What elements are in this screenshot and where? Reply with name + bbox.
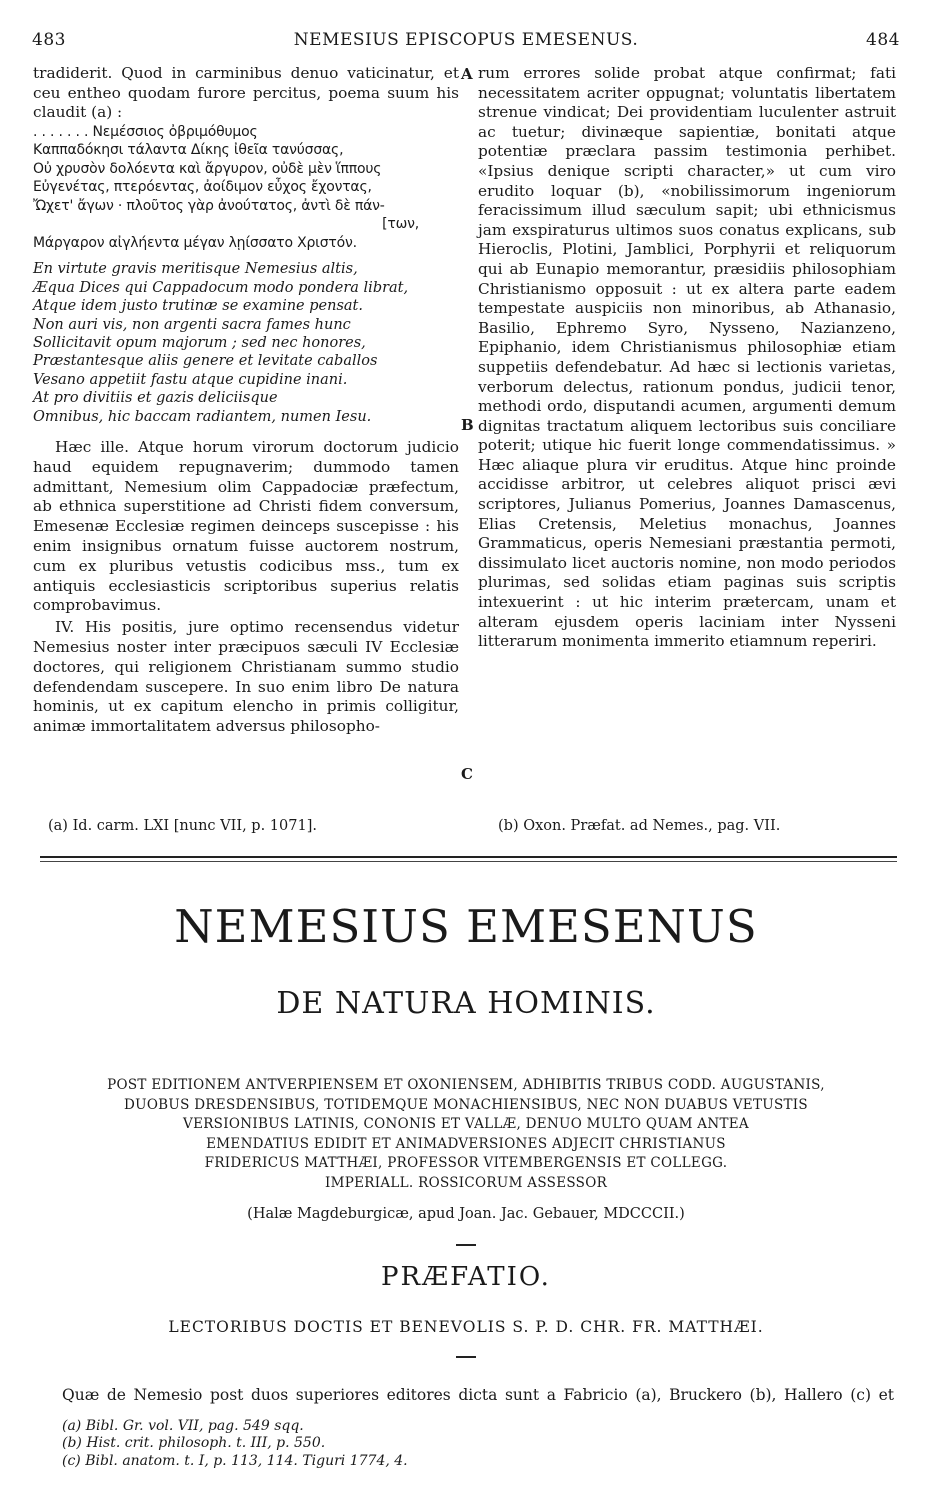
footnote-line: (a) Bibl. Gr. vol. VII, pag. 549 sqq. bbox=[62, 1418, 304, 1434]
description-line: DUOBUS DRESDENSIBUS, TOTIDEMQUE MONACHIENSIBUS, NEC NON DUABUS VETUSTIS bbox=[124, 1096, 808, 1113]
praefatio-heading: PRÆFATIO. bbox=[381, 1262, 551, 1292]
greek-line: Οὐ χρυσὸν δολόεντα καὶ ἄργυρον, οὐδὲ μὲν ἵππους bbox=[33, 160, 382, 177]
greek-line: Ὤχετ' ἄγων · πλοῦτος γὰρ ἀνούτατος, ἀντὶ δὲ πάν- bbox=[33, 197, 385, 214]
footnote-line: (c) Bibl. anatom. t. I, p. 113, 114. Tiguri 1774, 4. bbox=[62, 1452, 408, 1469]
praefatio-first-line: Quæ de Nemesio post duos superiores editores dicta sunt a Fabricio (a), Bruckero (b), Hallero (c) et bbox=[62, 1386, 894, 1404]
latin-line: Non auri vis, non argenti sacra fames hunc bbox=[33, 316, 351, 333]
praefatio-salutation: LECTORIBUS DOCTIS ET BENEVOLIS S. P. D. CHR. FR. MATTHÆI. bbox=[168, 1318, 764, 1336]
left-column bbox=[33, 64, 459, 737]
description-line: POST EDITIONEM ANTVERPIENSEM ET OXONIENSEM, ADHIBITIS TRIBUS CODD. AUGUSTANIS, bbox=[107, 1077, 825, 1093]
left-paragraph-2: IV. His positis, jure optimo recensendus videtur Nemesius noster inter præcipuos sæculi IV Ecclesiæ doctores, qui religionem Christianam summo studio defendendam suscepere. In suo enim libro De natura hominis, ut ex capitum elencho in primis colligitur, animæ immortalitatem adversus philosopho- bbox=[33, 618, 459, 736]
section-rule-thick bbox=[40, 856, 897, 858]
latin-line: Omnibus, hic baccam radiantem, numen Iesu. bbox=[33, 408, 372, 425]
left-footnote: (a) Id. carm. LXI [nunc VII, p. 1071]. bbox=[48, 818, 317, 834]
latin-line: Vesano appetiit fastu atque cupidine inani. bbox=[33, 371, 348, 388]
separator-dash bbox=[456, 1356, 476, 1358]
latin-line: Sollicitavit opum majorum ; sed nec honores, bbox=[33, 334, 366, 351]
description-line: EMENDATIUS EDIDIT ET ANIMADVERSIONES ADJECIT CHRISTIANUS bbox=[206, 1135, 726, 1152]
latin-line: En virtute gravis meritisque Nemesius altis, bbox=[33, 261, 358, 278]
left-intro-text: tradiderit. Quod in carminibus denuo vaticinatur, et ceu entheo quodam furore percitus, poema suum his claudit (a) : bbox=[33, 64, 459, 122]
greek-line: Εὐγενέτας, πτερόεντας, ἀοίδιμον εὖχος ἔχοντας, bbox=[33, 179, 372, 196]
latin-verse bbox=[33, 260, 459, 426]
margin-letter-b: B bbox=[461, 416, 474, 434]
page-number-left: 483 bbox=[32, 30, 66, 50]
right-column-text: rum errores solide probat atque confirmat; fati necessitatem acriter oppugnat; voluntatis libertatem strenue vindicat; Dei providentiam luculenter astruit ac tuetur; divinæque sapientiæ, bonitati atque potentiæ præclara passim testimonia perhibet. «Ipsius denique scripti character,» ut cum viro erudito loquar (b), «nobilissimorum ingeniorum feracissimum illud sæculum sapit; ubi ethnicismus jam exspiraturus ultimos suos conatus explicans, sub Hieroclis, Plotini, Jamblici, Porphyrii et reliquorum qui ab Eunapio memorantur, præsidiis philosophiam Christianismo opposuit : ut ex altera parte eadem tempestate auspiciis non minoribus, ab Athanasio, Basilio, Ephremo Syro, Nysseno, Nazianzeno, Epiphanio, idem Christianismus philosophiæ etiam suppetiis defendebatur. Ad hæc si lectionis varietas, verborum delectus, rationum pondus, judicii tenor, methodi ordo, disputandi acumen, argumenti demum dignitas tractatum aliquem lectoribus suis conciliare poterit; utique hic fuerit longe commendatissimus. » Hæc aliaque plura vir eruditus. Atque hinc proinde accidisse arbitror, ut celebres aliquot prisci ævi scriptores, Julianus Pomerius, Joannes Damascenus, Elias Cretensis, Meletius monachus, Joannes Grammaticus, operis Nemesiani præstantia permoti, dissimulato licet auctoris nomine, non modo periodos plurimas, sed solidas etiam paginas suis scriptis intexuerint : ut hic interim prætercam, unam et alteram ejusdem operis laciniam inter Nysseni litterarum monimenta immerito etiamnum reperiri. bbox=[478, 64, 896, 651]
greek-verse bbox=[33, 123, 459, 253]
description-line: IMPERIALL. ROSSICORUM ASSESSOR bbox=[324, 1174, 608, 1191]
work-title: NEMESIUS EMESENUS bbox=[174, 900, 758, 953]
section-rule-thin bbox=[40, 861, 897, 862]
running-header bbox=[32, 30, 900, 54]
margin-letter-c: C bbox=[461, 765, 473, 783]
latin-line: Præstantesque aliis genere et levitate caballos bbox=[33, 353, 378, 370]
imprint: (Halæ Magdeburgicæ, apud Joan. Jac. Gebauer, MDCCCII.) bbox=[247, 1206, 685, 1222]
greek-line: [των, bbox=[382, 216, 419, 233]
greek-line: Καππαδόκησι τάλαντα Δίκης ἰθεῖα τανύσσας, bbox=[33, 142, 344, 159]
footnote-line: (b) Hist. crit. philosoph. t. III, p. 550. bbox=[62, 1435, 326, 1452]
separator-dash bbox=[456, 1244, 476, 1246]
running-title: NEMESIUS EPISCOPUS EMESENUS. bbox=[293, 30, 639, 50]
description-line: VERSIONIBUS LATINIS, CONONIS ET VALLÆ, DENUO MULTO QUAM ANTEA bbox=[183, 1116, 749, 1133]
greek-line: Μάργαρον αἰγλήεντα μέγαν λῃίσσατο Χριστόν. bbox=[33, 234, 357, 251]
latin-line: At pro divitiis et gazis deliciisque bbox=[33, 390, 278, 407]
margin-letter-a: A bbox=[461, 65, 473, 83]
page-number-right: 484 bbox=[866, 30, 900, 50]
greek-line: . . . . . . . Νεμέσσιος ὀβριμόθυμος bbox=[33, 123, 258, 140]
left-paragraph-1: Hæc ille. Atque horum virorum doctorum judicio haud equidem repugnaverim; dummodo tamen admittant, Nemesium olim Cappadociæ præfectum, ab ethnica superstitione ad Christi fidem conversum, Emesenæ Ecclesiæ regimen deinceps suscepisse : his enim insignibus ornatum fuisse auctorem nostrum, cum ex pluribus vetustis codicibus mss., tum ex antiquis ecclesiasticis scriptoribus superius relatis comprobavimus. bbox=[33, 437, 459, 615]
right-footnote: (b) Oxon. Præfat. ad Nemes., pag. VII. bbox=[498, 818, 781, 834]
latin-line: Atque idem justo trutinæ se examine pensat. bbox=[33, 298, 363, 315]
right-column bbox=[478, 64, 896, 652]
praefatio-footnotes bbox=[62, 1418, 408, 1470]
latin-line: Æqua Dices qui Cappadocum modo pondera librat, bbox=[33, 279, 409, 296]
description-line: FRIDERICUS MATTHÆI, PROFESSOR VITEMBERGENSIS ET COLLEGG. bbox=[204, 1155, 728, 1172]
work-subtitle: DE NATURA HOMINIS. bbox=[276, 986, 656, 1021]
edition-description bbox=[60, 1076, 872, 1194]
